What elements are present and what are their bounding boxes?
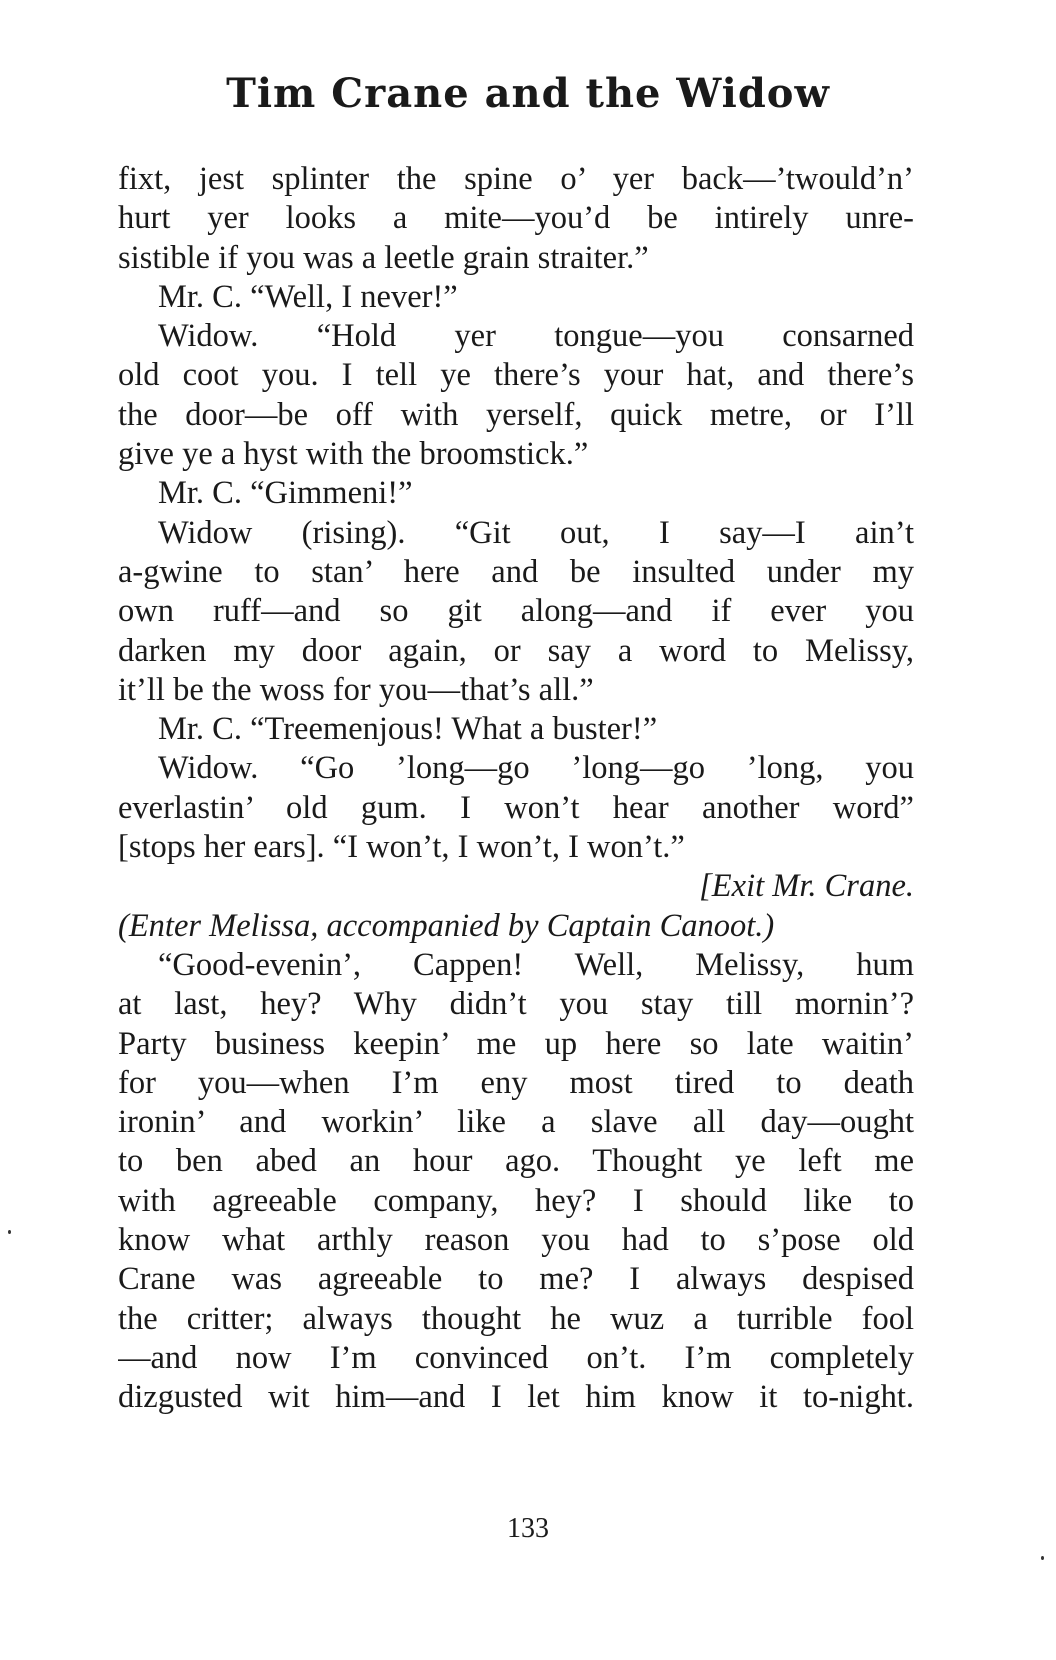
text-line: old coot you. I tell ye there’s your hat, and there’s xyxy=(118,357,914,394)
running-header-title: Tim Crane and the Widow xyxy=(226,70,830,117)
stage-direction-enter: (Enter Melissa, accompanied by Captain Canoot.) xyxy=(118,907,775,944)
text-line: —and now I’m convinced on’t. I’m completely xyxy=(118,1339,914,1376)
speech-line-widow: “Good-evenin’, Cappen! Well, Melissy, hum xyxy=(158,946,914,983)
text-line: own ruff—and so git along—and if ever you xyxy=(118,593,914,630)
text-line: hurt yer looks a mite—you’d be intirely unre- xyxy=(118,200,914,237)
text-line: to ben abed an hour ago. Thought ye left me xyxy=(118,1143,914,1180)
text-line: with agreeable company, hey? I should like to xyxy=(118,1182,914,1219)
speech-line-mr-c: Mr. C. “Well, I never!” xyxy=(158,278,458,315)
text-line: dizgusted wit him—and I let him know it to-night. xyxy=(118,1379,914,1416)
text-line: for you—when I’m eny most tired to death xyxy=(118,1064,914,1101)
stage-direction-exit: [Exit Mr. Crane. xyxy=(699,868,914,905)
text-line: sistible if you was a leetle grain straiter.” xyxy=(118,239,649,276)
text-line: ironin’ and workin’ like a slave all day—ought xyxy=(118,1104,914,1141)
text-line: know what arthly reason you had to s’pose old xyxy=(118,1222,914,1259)
scan-speck xyxy=(8,1230,11,1234)
text-line: Crane was agreeable to me? I always despised xyxy=(118,1261,914,1298)
text-line: fixt, jest splinter the spine o’ yer back—’twould’n’ xyxy=(118,161,914,197)
text-line: [stops her ears]. “I won’t, I won’t, I won’t.” xyxy=(118,829,685,866)
text-line: Party business keepin’ me up here so late waitin’ xyxy=(118,1025,914,1062)
speech-line-widow: Widow. “Hold yer tongue—you consarned xyxy=(158,318,914,355)
scan-speck xyxy=(1041,1556,1044,1560)
text-line: everlastin’ old gum. I won’t hear another word” xyxy=(118,789,914,826)
speech-line-widow: Widow. “Go ’long—go ’long—go ’long, you xyxy=(158,750,914,787)
text-line: a-gwine to stan’ here and be insulted under my xyxy=(118,553,914,590)
text-line: darken my door again, or say a word to Melissy, xyxy=(118,632,914,669)
page-number: 133 xyxy=(507,1513,549,1544)
speech-line-mr-c: Mr. C. “Treemenjous! What a buster!” xyxy=(158,711,658,748)
speech-line-widow: Widow (rising). “Git out, I say—I ain’t xyxy=(158,514,914,551)
text-line: it’ll be the woss for you—that’s all.” xyxy=(118,671,594,708)
text-line: the door—be off with yerself, quick metre, or I’ll xyxy=(118,396,914,433)
text-line: at last, hey? Why didn’t you stay till mornin’? xyxy=(118,986,914,1023)
text-line: the critter; always thought he wuz a turrible fool xyxy=(118,1300,914,1337)
speech-line-mr-c: Mr. C. “Gimmeni!” xyxy=(158,475,413,512)
text-line: give ye a hyst with the broomstick.” xyxy=(118,436,589,473)
page-body-text xyxy=(118,160,914,1418)
